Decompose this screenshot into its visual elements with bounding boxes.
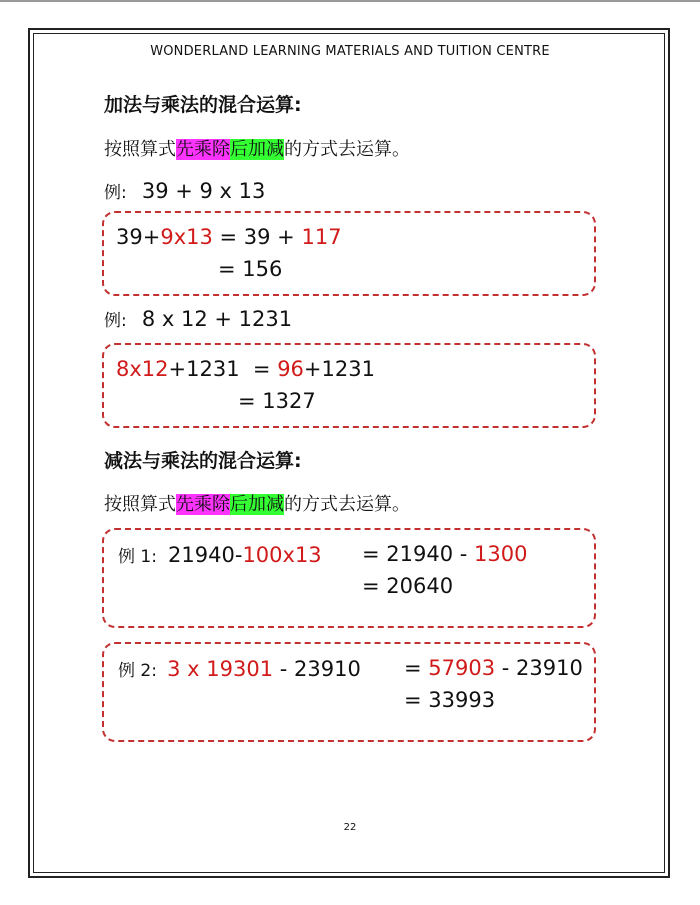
highlight-add-subtract: 后加减 xyxy=(230,494,284,515)
example-label: 例: xyxy=(104,183,127,203)
solution-term: 21940- xyxy=(168,543,243,567)
solution-term: = 21940 - xyxy=(362,542,475,566)
example4-solution-box xyxy=(102,642,596,742)
solution-term-highlight: 8x12 xyxy=(116,357,169,381)
solution-term-highlight: 1300 xyxy=(474,542,528,566)
example-label: 例 2: xyxy=(118,661,157,681)
example-expression xyxy=(168,543,322,567)
page-header: WONDERLAND LEARNING MATERIALS AND TUITION CENTRE xyxy=(150,44,550,59)
example2-solution-box xyxy=(102,343,596,428)
solution-term: +1231 xyxy=(303,357,375,381)
section2-heading: 减法与乘法的混合运算: xyxy=(104,450,302,472)
solution-line-2: = 20640 xyxy=(362,574,454,598)
section1-heading: 加法与乘法的混合运算: xyxy=(104,94,302,116)
solution-term-highlight: 57903 xyxy=(428,656,496,680)
solution-term: - 23910 xyxy=(495,656,583,680)
solution-line-1 xyxy=(118,656,361,681)
example2-problem xyxy=(104,306,292,331)
example-expression xyxy=(167,657,361,681)
example-label: 例 1: xyxy=(118,547,157,567)
solution-term-highlight: 3 x 19301 xyxy=(167,657,274,681)
solution-line-1 xyxy=(116,225,342,249)
solution-term-highlight: 117 xyxy=(301,225,342,249)
instruction-text: 按照算式 xyxy=(104,494,176,515)
solution-line-1 xyxy=(118,542,322,567)
example-expression: 39 + 9 x 13 xyxy=(141,179,266,203)
solution-term: = xyxy=(404,656,429,680)
solution-term-highlight: 9x13 xyxy=(160,225,213,249)
solution-line-2: = 1327 xyxy=(238,389,316,413)
solution-term: - 23910 xyxy=(273,657,361,681)
top-rule xyxy=(0,0,700,2)
section2-instruction xyxy=(104,490,410,516)
section1-instruction xyxy=(104,135,410,161)
example-label: 例: xyxy=(104,311,127,331)
solution-line-1 xyxy=(116,357,375,381)
highlight-add-subtract: 后加减 xyxy=(230,139,284,160)
example1-problem xyxy=(104,178,265,203)
solution-term-highlight: 100x13 xyxy=(242,543,322,567)
solution-result xyxy=(362,542,527,566)
example1-solution-box xyxy=(102,211,596,296)
solution-term-highlight: 96 xyxy=(277,357,304,381)
solution-term: 39+ xyxy=(116,225,161,249)
instruction-text: 的方式去运算。 xyxy=(284,139,410,160)
example3-solution-box xyxy=(102,528,596,628)
page-number: 22 xyxy=(343,822,357,833)
instruction-text: 的方式去运算。 xyxy=(284,494,410,515)
solution-line-2: = 156 xyxy=(218,257,283,281)
solution-term: = 39 + xyxy=(212,225,302,249)
solution-term: +1231 = xyxy=(168,357,278,381)
highlight-multiply-divide: 先乘除 xyxy=(176,139,230,160)
highlight-multiply-divide: 先乘除 xyxy=(176,494,230,515)
solution-line-2: = 33993 xyxy=(404,688,496,712)
solution-result xyxy=(404,656,583,680)
example-expression: 8 x 12 + 1231 xyxy=(141,307,293,331)
instruction-text: 按照算式 xyxy=(104,139,176,160)
